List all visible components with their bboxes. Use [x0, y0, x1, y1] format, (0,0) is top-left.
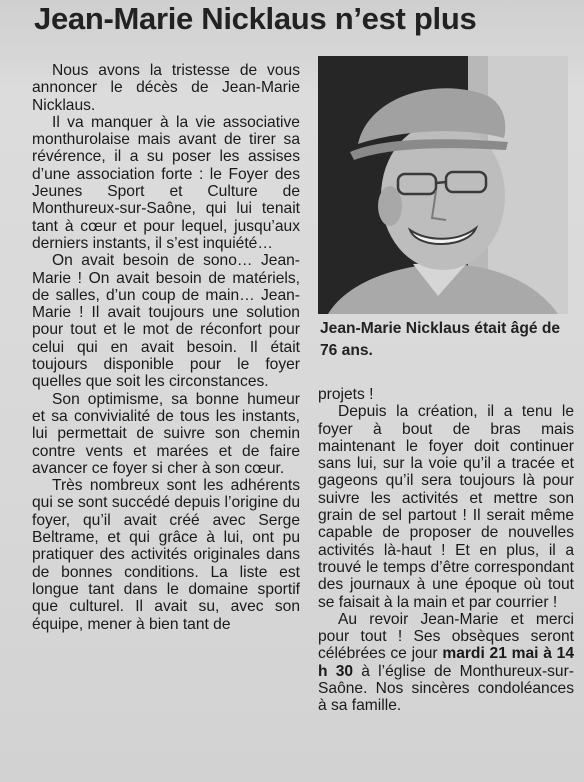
- paragraph: Très nombreux sont les adhérents qui se sont succédé depuis l’origine du foyer, qu’il avait créé avec Serge Beltrame, et qui grâce à lui, ont pu pratiquer des activités originales dans de bonnes conditions. La liste est longue tant dans le domaine sportif que culturel. Il avait su, avec son équipe, mener à bien tant de: [32, 477, 300, 633]
- funeral-date: mardi 21 mai à 14 h 30: [318, 645, 574, 680]
- paragraph: Son optimisme, sa bonne humeur et sa convivialité de tous les instants, lui permettait de suivre son chemin contre vents et marées et de faire avancer ce foyer si cher à son cœur.: [32, 390, 300, 477]
- article-left-column: [32, 62, 300, 633]
- paragraph: Nous avons la tristesse de vous annoncer le décès de Jean-Marie Nicklaus.: [32, 62, 300, 114]
- paragraph: On avait besoin de sono… Jean-Marie ! On avait besoin de matériels, de salles, d’un coup de main… Jean-Marie ! Il avait toujours une solution pour tout et le mot de réconfort pour celui qui en avait besoin. Il était toujours disponible pour le foyer quelles que soit les circonstances.: [32, 252, 300, 391]
- headline: Jean-Marie Nicklaus n’est plus: [34, 1, 477, 36]
- paragraph: Depuis la création, il a tenu le foyer à bout de bras mais maintenant le foyer doit continuer sans lui, sur la voie qu’il a tracée et gageons qu’il sera toujours là pour suivre les activités et mettre son grain de sel partout ! Il serait même capable de proposer de nouvelles activités là-haut ! Et en plus, il a trouvé le temps d’être correspondant des journaux à une époque où tout se faisait à la main et par courrier !: [318, 403, 574, 611]
- text-run: Au revoir Jean-Marie et merci pour tout ! Ses obsèques seront célébrées ce jour: [318, 610, 574, 663]
- paragraph-continuation: projets !: [318, 386, 374, 403]
- paragraph: Il va manquer à la vie associative monthurolaise mais avant de tirer sa révérence, il a su poser les assises d’une association forte : le Foyer des Jeunes Sport et Culture de Monthureux-sur-Saône, qui lui tenait tant à cœur et pour lequel, jusqu’aux derniers instants, il s’est inquiété…: [32, 113, 300, 252]
- article-right-column: [318, 386, 574, 715]
- text-run: à l’église de Monthureux-sur-Saône. Nos sincères condoléances à sa famille.: [318, 662, 574, 715]
- portrait-photo: [318, 56, 568, 314]
- paragraph: [318, 611, 574, 715]
- portrait-illustration: [318, 56, 568, 314]
- photo-caption: Jean-Marie Nicklaus était âgé de 76 ans.: [320, 320, 561, 359]
